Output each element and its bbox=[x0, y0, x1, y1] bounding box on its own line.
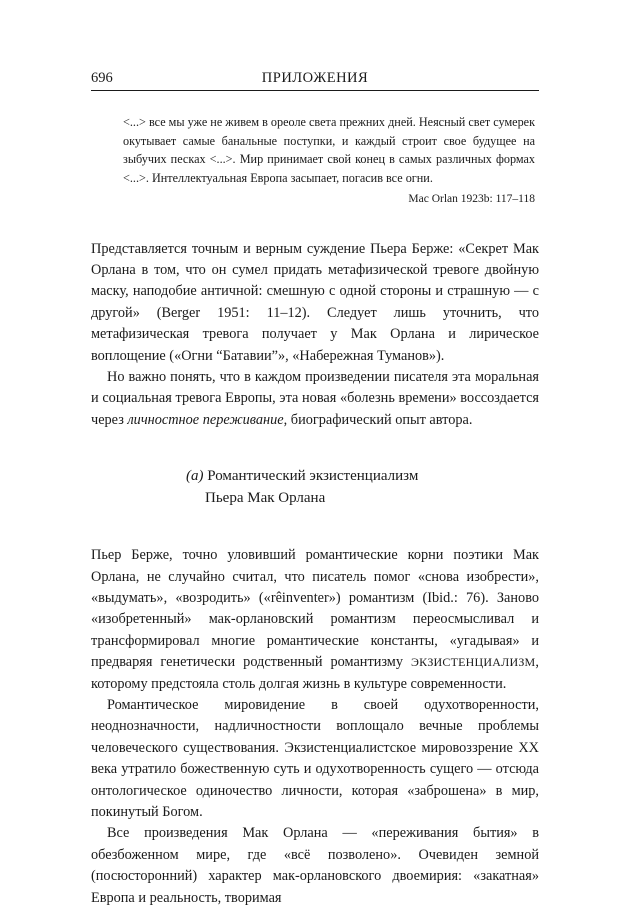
intro-paragraph-2-end: , биографический опыт автора. bbox=[283, 411, 473, 428]
section-heading bbox=[186, 465, 539, 509]
running-head: ПРИЛОЖЕНИЯ bbox=[261, 70, 369, 86]
section-paragraph-1-smallcaps: ЭКЗИСТЕНЦИАЛИЗМ bbox=[411, 655, 536, 670]
page-header bbox=[91, 62, 539, 86]
epigraph bbox=[123, 113, 535, 209]
section-paragraph-2: Романтическое мировидение в своей одухотворенности, неоднозначности, надличностности воплощало вечные проблемы человеческого существования. Экзистенциалистское мировоззрение XX века утратило божественную суть и одухотворенность сущего — отсюда онтологическое одиночество личности, которая «заброшена» в мир, покинутый Богом. bbox=[91, 697, 539, 821]
page-number: 696 bbox=[91, 70, 113, 86]
intro-paragraph-2-start: Но важно понять, что в каждом произведении писателя эта моральная и социальная тревога Европы, эта новая «болезнь времени» воссоздается через bbox=[91, 368, 539, 428]
section-paragraph-1 bbox=[91, 545, 539, 695]
intro-paragraph-2-emphasis: личностное переживание bbox=[127, 411, 284, 428]
section-paragraph-1-start: Пьер Берже, точно уловивший романтические корни поэтики Мак Орлана, не случайно считал, что писатель помог «снова изобрести», «выдумать», «возродить» («rêinventer») романтизм (Ibid.: 76). Заново «изобретенный» мак-орлановский романтизм переосмысливал и трансформировал многие романтические константы, «угадывая» и предваряя генетически родственный романтизму bbox=[91, 547, 539, 671]
book-page bbox=[91, 62, 539, 909]
intro-block bbox=[91, 239, 539, 432]
section-body bbox=[91, 545, 539, 909]
section-title-line-2: Пьера Мак Орлана bbox=[205, 490, 326, 507]
epigraph-source: Mac Orlan 1923b: 117–118 bbox=[408, 193, 535, 205]
intro-paragraph-1: Представляется точным и верным суждение Пьера Берже: «Секрет Мак Орлана в том, что он сумел придать метафизической тревоге двойную маску, наподобие античной: смешную с одной стороны и страшную — с другой» (Berger 1951: 11–12). Следует лишь уточнить, что метафизическая тревога получает у Мак Орлана и лирическое воплощение («Огни “Батавии”», «Набережная Туманов»). bbox=[91, 240, 539, 364]
header-rule bbox=[91, 90, 539, 91]
section-paragraph-1-end: , которому предстояла столь долгая жизнь в культуре современности. bbox=[91, 654, 539, 692]
section-heading-line-1 bbox=[186, 465, 539, 487]
section-paragraph-3: Все произведения Мак Орлана — «переживания бытия» в обезбоженном мире, где «всё позволено». Очевиден земной (посюсторонний) характер мак-орлановского двоемирия: «закатная» Европа и реальность, творимая bbox=[91, 825, 539, 906]
epigraph-text: <...> все мы уже не живем в ореоле света прежних дней. Неясный свет сумерек окутывает самые банальные поступки, и каждый строит свое будущее на зыбучих песках <...>. Мир принимает свой конец в самых различных формах <...>. Интеллектуальная Европа засыпает, погасив все огни. bbox=[123, 115, 535, 185]
section-title-line-1: Романтический экзистенциализм bbox=[207, 468, 419, 485]
section-marker: (a) bbox=[186, 468, 204, 485]
intro-paragraph-2 bbox=[91, 367, 539, 431]
